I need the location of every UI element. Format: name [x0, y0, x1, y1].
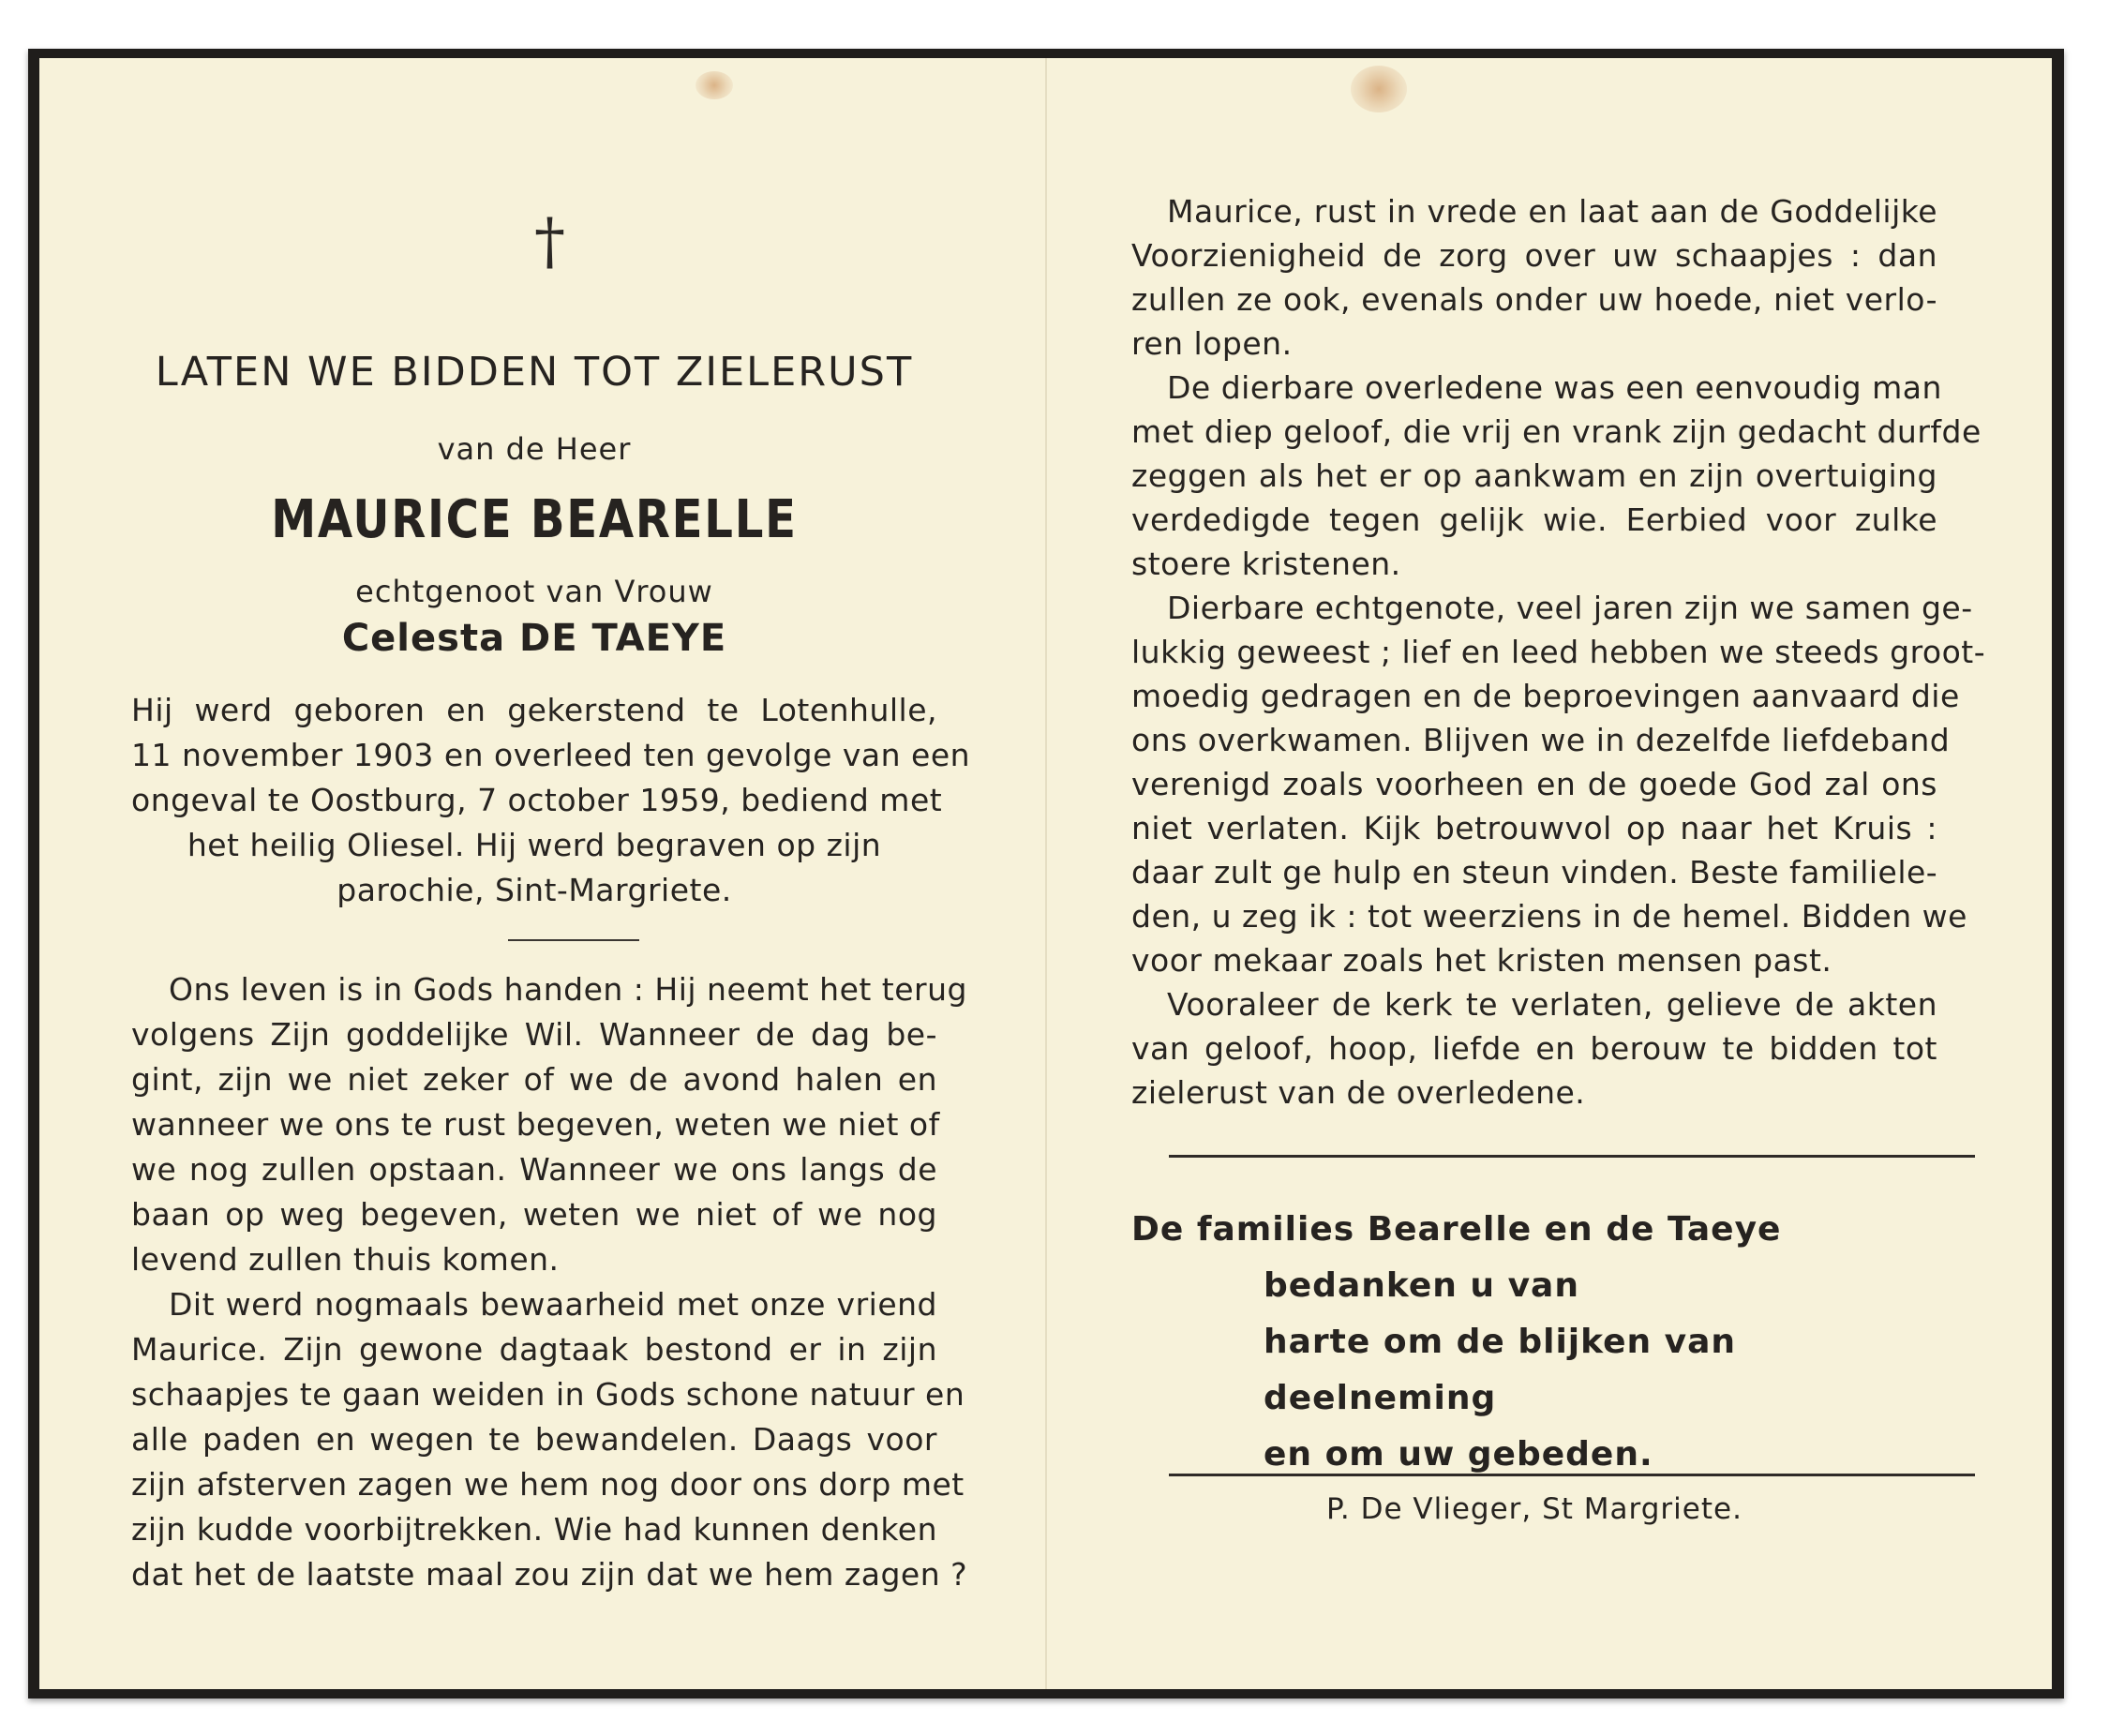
cross-icon: †: [534, 205, 565, 277]
van-de-heer-text: van de Heer: [437, 431, 632, 467]
paragraph-line: we nog zullen opstaan. Wanneer we ons langs de: [131, 1151, 937, 1188]
paragraph-line: zijn kudde voorbijtrekken. Wie had kunnen denken: [131, 1511, 937, 1548]
fold-line: [1045, 58, 1047, 1689]
paragraph-line: zullen ze ook, evenals onder uw hoede, niet verlo-: [1131, 281, 1937, 318]
thanks-line: bedanken u van: [1264, 1266, 1579, 1305]
paragraph-line: voor mekaar zoals het kristen mensen past.: [1131, 942, 1832, 979]
paragraph-line: Maurice, rust in vrede en laat aan de Goddelijke: [1167, 193, 1937, 230]
paragraph-line: den, u zeg ik : tot weerziens in de hemel. Bidden we: [1131, 898, 1967, 935]
paragraph-line: Vooraleer de kerk te verlaten, gelieve de akten: [1167, 986, 1937, 1023]
thanks-line: deelneming: [1264, 1379, 1497, 1417]
paragraph-line: Voorzienigheid de zorg over uw schaapjes : dan: [1131, 237, 1937, 274]
paragraph-line: ons overkwamen. Blijven we in dezelfde liefdeband: [1131, 722, 1951, 758]
prayer-heading: LATEN WE BIDDEN TOT ZIELERUST: [155, 349, 914, 396]
paragraph-line: dat het de laatste maal zou zijn dat we hem zagen ?: [131, 1556, 968, 1593]
paragraph-line: De dierbare overledene was een eenvoudig man: [1167, 369, 1942, 406]
paragraph-line: schaapjes te gaan weiden in Gods schone natuur en: [131, 1376, 965, 1413]
paragraph-line: daar zult ge hulp en steun vinden. Beste familiele-: [1131, 854, 1938, 890]
thanks-line: De families Bearelle en de Taeye: [1131, 1210, 1782, 1249]
paragraph-line: niet verlaten. Kijk betrouwvol op naar het Kruis :: [1131, 810, 1937, 846]
thanks-line: harte om de blijken van: [1264, 1323, 1737, 1361]
card-paper: [39, 58, 2052, 1689]
paragraph-line: ren lopen.: [1131, 325, 1293, 362]
bio-line: 11 november 1903 en overleed ten gevolge van een: [131, 737, 971, 773]
printer-credit: P. De Vlieger, St Margriete.: [1326, 1492, 1743, 1526]
paragraph-line: gint, zijn we niet zeker of we de avond halen en: [131, 1061, 937, 1098]
spouse-name: Celesta DE TAEYE: [341, 617, 727, 660]
paragraph-line: wanneer we ons te rust begeven, weten we niet of: [131, 1106, 940, 1143]
stain-mark: [1351, 66, 1407, 112]
bio-line: ongeval te Oostburg, 7 october 1959, bediend met: [131, 782, 943, 818]
bio-line: parochie, Sint-Margriete.: [337, 872, 732, 908]
bio-line: het heilig Oliesel. Hij werd begraven op zijn: [187, 827, 882, 863]
paragraph-line: volgens Zijn goddelijke Wil. Wanneer de dag be-: [131, 1016, 937, 1053]
paragraph-line: stoere kristenen.: [1131, 546, 1401, 582]
section-rule: [1169, 1155, 1975, 1158]
stain-mark: [696, 71, 733, 99]
section-rule: [1169, 1474, 1975, 1476]
paragraph-line: baan op weg begeven, weten we niet of we nog: [131, 1196, 937, 1233]
paragraph-line: met diep geloof, die vrij en vrank zijn gedacht durfde: [1131, 413, 1982, 450]
deceased-name: MAURICE BEARELLE: [271, 489, 798, 550]
bio-line: Hij werd geboren en gekerstend te Lotenhulle,: [131, 692, 937, 728]
paragraph-line: zijn afsterven zagen we hem nog door ons dorp met: [131, 1466, 965, 1503]
spouse-intro: echtgenoot van Vrouw: [355, 574, 713, 609]
paragraph-line: zielerust van de overledene.: [1131, 1074, 1586, 1111]
paragraph-line: moedig gedragen en de beproevingen aanvaard die: [1131, 678, 1960, 714]
paragraph-line: van geloof, hoop, liefde en berouw te bidden tot: [1131, 1030, 1937, 1067]
paragraph-line: verenigd zoals voorheen en de goede God zal ons: [1131, 766, 1937, 802]
paragraph-line: verdedigde tegen gelijk wie. Eerbied voor zulke: [1131, 501, 1937, 538]
paragraph-line: Dit werd nogmaals bewaarheid met onze vriend: [169, 1286, 937, 1323]
memorial-card: [28, 49, 2064, 1699]
thanks-line: en om uw gebeden.: [1264, 1435, 1653, 1474]
paragraph-line: zeggen als het er op aankwam en zijn overtuiging: [1131, 457, 1937, 494]
paragraph-line: Maurice. Zijn gewone dagtaak bestond er in zijn: [131, 1331, 937, 1368]
paragraph-line: alle paden en wegen te bewandelen. Daags voor: [131, 1421, 937, 1458]
paragraph-line: Ons leven is in Gods handen : Hij neemt het terug: [169, 971, 967, 1008]
section-divider: [508, 939, 639, 941]
paragraph-line: Dierbare echtgenote, veel jaren zijn we samen ge-: [1167, 590, 1973, 626]
paragraph-line: lukkig geweest ; lief en leed hebben we steeds groot-: [1131, 634, 1986, 670]
paragraph-line: levend zullen thuis komen.: [131, 1241, 560, 1278]
